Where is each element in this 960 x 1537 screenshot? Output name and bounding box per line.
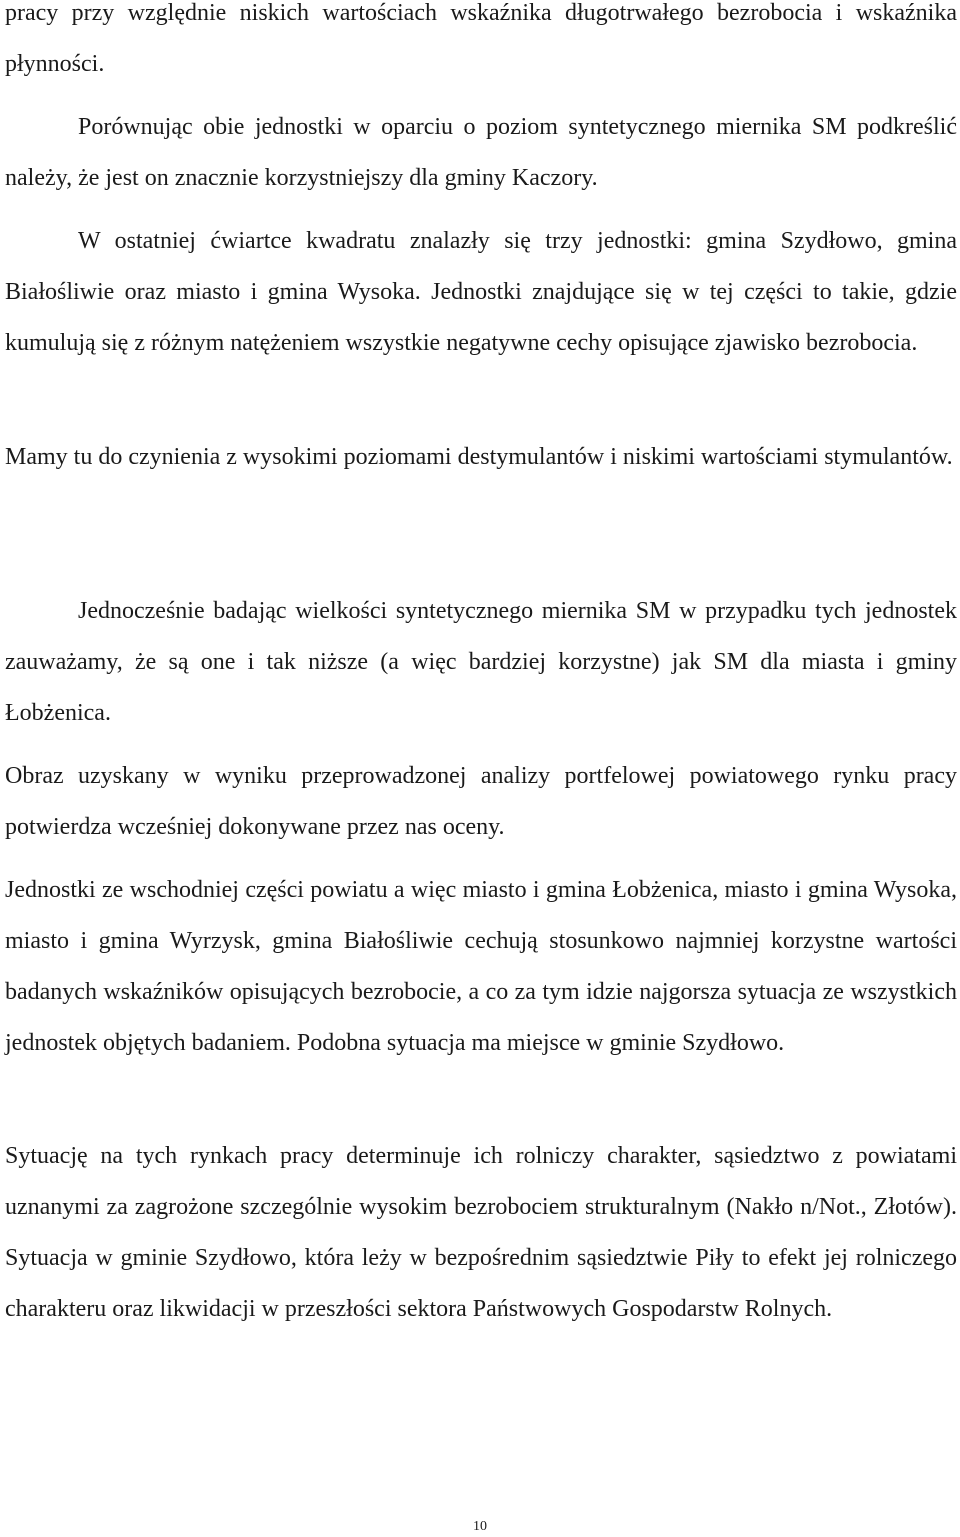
paragraph-7: Jednostki ze wschodniej części powiatu a więc miasto i gmina Łobżenica, miasto i gmina Wysoka, miasto i gmina Wyrzysk, gmina Białośliwie cechują stosunkowo najmniej korzystne wartości badanych wskaźników opisujących bezrobocie, a co za tym idzie najgorsza sytuacja ze wszystkich jednostek objętych badaniem. Podobna sytuacja ma miejsce w gminie Szydłowo.	[5, 877, 957, 1056]
page-number: 10	[473, 1519, 487, 1534]
paragraph-8: Sytuację na tych rynkach pracy determinuje ich rolniczy charakter, sąsiedztwo z powiatami uznanymi za zagrożone szczególnie wysokim bezrobociem strukturalnym (Nakło n/Not., Złotów). Sytuacja w gminie Szydłowo, która leży w bezpośrednim sąsiedztwie Piły to efekt jej rolniczego charakteru oraz likwidacji w przeszłości sektora Państwowych Gospodarstw Rolnych.	[5, 1143, 957, 1322]
paragraph-3: W ostatniej ćwiartce kwadratu znalazły się trzy jednostki: gmina Szydłowo, gmina Białośliwie oraz miasto i gmina Wysoka. Jednostki znajdujące się w tej części to takie, gdzie kumulują się z różnym natężeniem wszystkie negatywne cechy opisujące zjawisko bezrobocia.	[5, 228, 957, 356]
paragraph-5: Jednocześnie badając wielkości syntetycznego miernika SM w przypadku tych jednostek zauważamy, że są one i tak niższe (a więc bardziej korzystne) jak SM dla miasta i gminy Łobżenica.	[5, 598, 957, 726]
paragraph-4: Mamy tu do czynienia z wysokimi poziomami destymulantów i niskimi wartościami stymulantów.	[5, 444, 953, 470]
paragraph-6: Obraz uzyskany w wyniku przeprowadzonej analizy portfelowej powiatowego rynku pracy potwierdza wcześniej dokonywane przez nas oceny.	[5, 763, 957, 840]
paragraph-2: Porównując obie jednostki w oparciu o poziom syntetycznego miernika SM podkreślić należy, że jest on znacznie korzystniejszy dla gminy Kaczory.	[5, 114, 957, 191]
paragraph-1: pracy przy względnie niskich wartościach wskaźnika długotrwałego bezrobocia i wskaźnika płynności.	[5, 0, 957, 77]
